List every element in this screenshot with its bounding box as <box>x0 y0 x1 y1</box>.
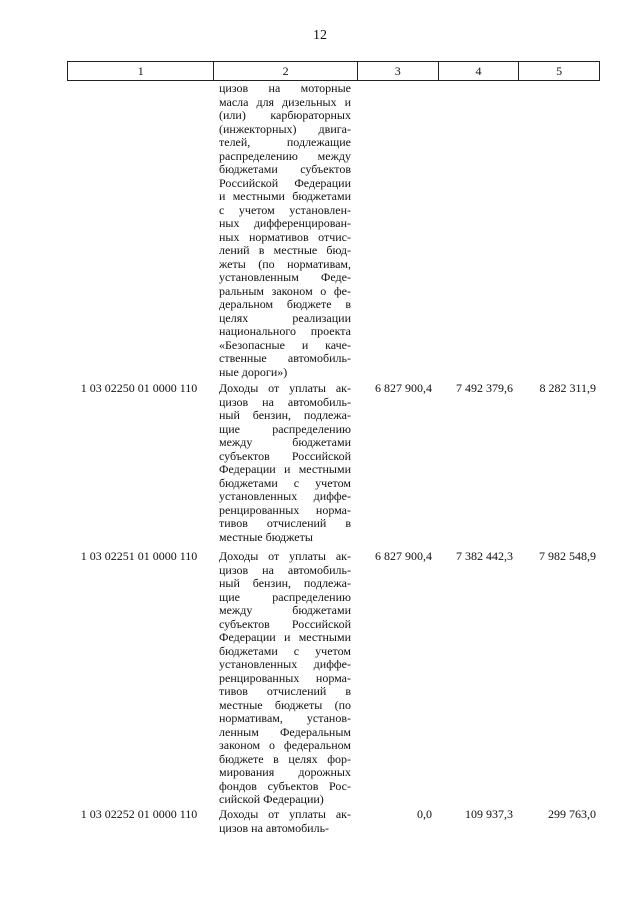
description-line: бюджетами с учетом <box>219 476 351 490</box>
description-line: Доходы от уплаты ак- <box>219 808 351 821</box>
header-col-3: 3 <box>357 62 438 80</box>
description-line: ный бензин, подлежа- <box>219 577 351 590</box>
description-line: щие распределению <box>219 422 351 436</box>
description-line: установленным Феде- <box>219 271 351 284</box>
description-line: цизов на автомобиль- <box>219 821 330 835</box>
description-line: телей, подлежащие <box>219 136 351 149</box>
description-line: Доходы от уплаты ак- <box>219 382 351 395</box>
description-line: распределению между <box>219 149 351 163</box>
row-value-5: 299 763,0 <box>548 807 596 821</box>
description-line: деральном бюджете в <box>219 298 351 311</box>
description-line: «Безопасные и каче- <box>219 338 351 352</box>
row-description <box>213 382 357 544</box>
row-code <box>67 82 213 379</box>
row-value-4: 109 937,3 <box>465 807 513 821</box>
description-line: цизов на моторные <box>219 82 351 95</box>
description-line: и местными бюджетами <box>219 190 351 203</box>
description-line: Российской Федерации <box>219 176 351 190</box>
row-value-3: 0,0 <box>417 807 432 821</box>
header-col-5: 5 <box>518 62 599 80</box>
header-col-2: 2 <box>213 62 356 80</box>
description-line: масла для дизельных и <box>219 95 351 109</box>
description-line: между бюджетами <box>219 436 351 449</box>
row-value-4: 7 382 442,3 <box>456 549 513 563</box>
description-line: ный бензин, подлежа- <box>219 409 351 422</box>
table-row <box>67 382 600 544</box>
description-line: (инжекторных) двига- <box>219 122 351 136</box>
description-line: ственные автомобиль- <box>219 352 351 365</box>
row-code: 1 03 02252 01 0000 110 <box>80 807 198 821</box>
description-line: между бюджетами <box>219 604 351 617</box>
description-line: ных дифференцирован- <box>219 217 351 230</box>
row-value-5 <box>519 82 600 379</box>
description-line: мирования дорожных <box>219 766 351 779</box>
row-value-3 <box>357 82 438 379</box>
description-line: бюджетами субъектов <box>219 163 351 176</box>
description-line: местные бюджеты (по <box>219 698 351 712</box>
row-value-4 <box>438 82 519 379</box>
description-line: с учетом установлен- <box>219 203 351 217</box>
description-line: нормативам, установ- <box>219 712 351 725</box>
description-line: ленным Федеральным <box>219 725 351 739</box>
description-line: фондов субъектов Рос- <box>219 779 351 793</box>
description-line: субъектов Российской <box>219 617 351 631</box>
description-line: тивов отчислений в <box>219 685 351 698</box>
row-code: 1 03 02250 01 0000 110 <box>80 381 198 395</box>
description-line: Доходы от уплаты ак- <box>219 550 351 563</box>
row-value-4: 7 492 379,6 <box>456 381 513 395</box>
description-line: ральным законом о фе- <box>219 284 351 298</box>
row-description <box>213 82 357 379</box>
page-number: 12 <box>313 28 327 43</box>
description-line: установленных диффе- <box>219 490 351 503</box>
table-row <box>67 808 600 835</box>
description-line: субъектов Российской <box>219 449 351 463</box>
header-col-4: 4 <box>438 62 519 80</box>
row-description <box>213 550 357 807</box>
description-line: жеты (по нормативам, <box>219 257 351 271</box>
row-code: 1 03 02251 01 0000 110 <box>80 549 198 563</box>
description-line: целях реализации <box>219 311 351 325</box>
description-line: тивов отчислений в <box>219 517 351 530</box>
description-line: Федерации и местными <box>219 463 351 476</box>
description-line: ренцированных норма- <box>219 503 351 517</box>
row-description <box>213 808 357 835</box>
description-line: установленных диффе- <box>219 658 351 671</box>
table-header <box>67 61 600 81</box>
description-line: национального проекта <box>219 325 351 338</box>
description-line: ренцированных норма- <box>219 671 351 685</box>
table-row <box>67 550 600 807</box>
description-line: цизов на автомобиль- <box>219 395 351 409</box>
description-line: (или) карбюраторных <box>219 109 351 122</box>
row-value-5: 7 982 548,9 <box>539 549 596 563</box>
description-line: сийской Федерации) <box>219 793 324 806</box>
row-value-5: 8 282 311,9 <box>539 381 596 395</box>
description-line: местные бюджеты <box>219 530 313 544</box>
description-line: законом о федеральном <box>219 739 351 752</box>
row-value-3: 6 827 900,4 <box>375 549 432 563</box>
description-line: ные дороги») <box>219 365 288 379</box>
description-line: бюджете в целях фор- <box>219 752 351 766</box>
description-line: ных нормативов отчис- <box>219 230 351 244</box>
table-row <box>67 82 600 379</box>
row-value-3: 6 827 900,4 <box>375 381 432 395</box>
header-col-1: 1 <box>137 63 144 78</box>
description-line: цизов на автомобиль- <box>219 563 351 577</box>
description-line: бюджетами с учетом <box>219 644 351 658</box>
description-line: лений в местные бюд- <box>219 244 351 257</box>
description-line: щие распределению <box>219 590 351 604</box>
description-line: Федерации и местными <box>219 631 351 644</box>
